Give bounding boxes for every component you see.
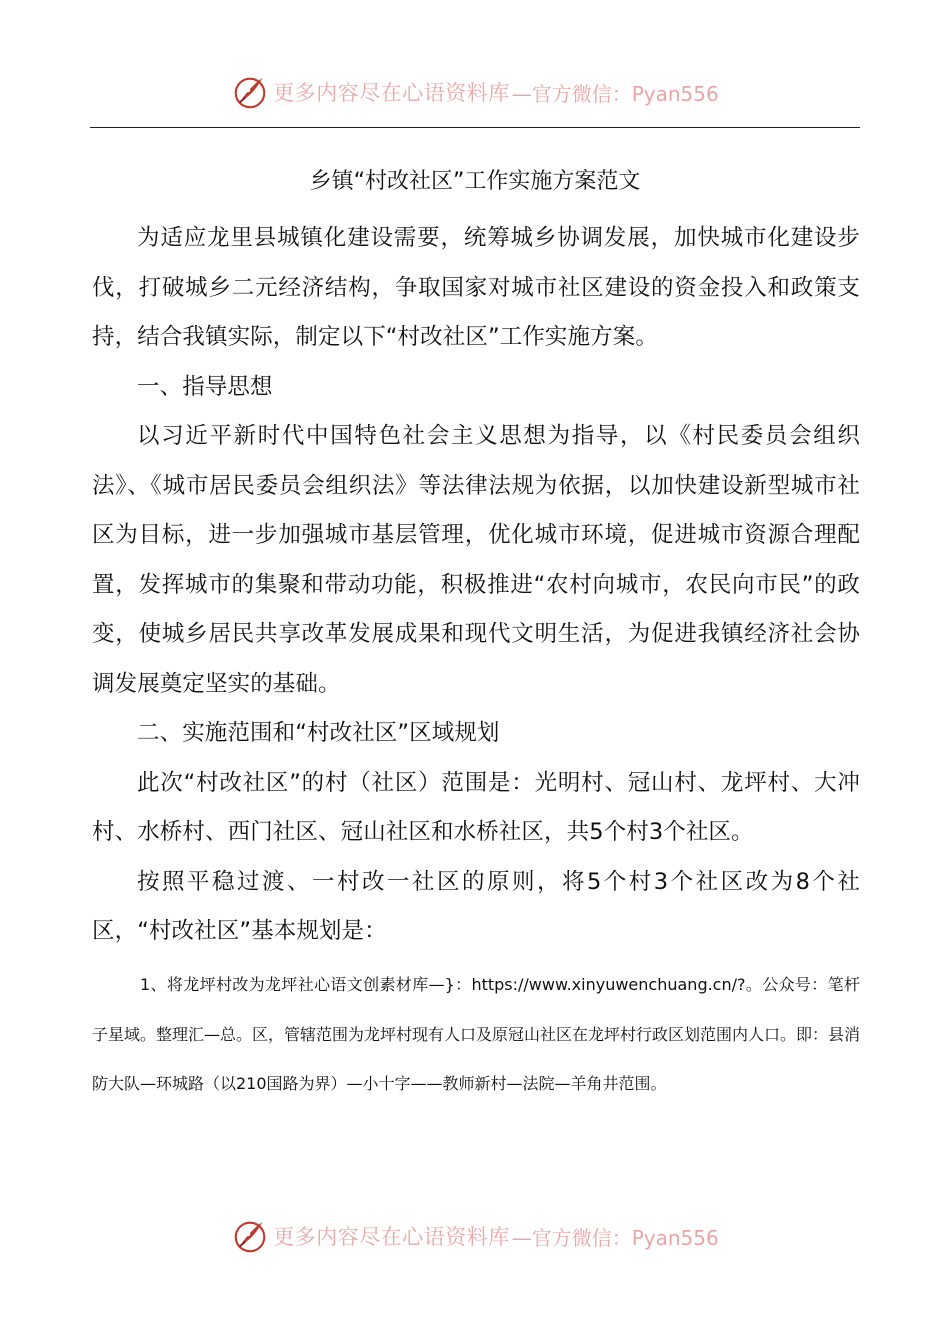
section-heading: 一、指导思想 bbox=[137, 373, 273, 400]
document-body bbox=[92, 214, 860, 957]
paragraph: 以习近平新时代中国特色社会主义思想为指导，以《村民委员会组织法》、《城市居民委员会组织法》等法律法规为依据，以加快建设新型城市社区为目标，进一步加强城市基层管理，优化城市环境，促进城市资源合理配置，发挥城市的集聚和带动功能，积极推进“农村向城市，农民向市民”的政变，使城乡居民共享改革发展成果和现代文明生活，为促进我镇经济社会协调发展奠定坚实的基础。 bbox=[92, 423, 860, 697]
watermark-brand-text: 更多内容尽在心语资料库 bbox=[273, 1225, 510, 1249]
footer-watermark-banner bbox=[0, 1216, 950, 1256]
document-title: 乡镇“村改社区”工作实施方案范文 bbox=[309, 169, 641, 194]
paragraph: 此次“村改社区”的村（社区）范围是：光明村、冠山村、龙坪村、大冲村、水桥村、西门社区、冠山社区和水桥社区，共5个村3个社区。 bbox=[92, 769, 860, 845]
document-small-section bbox=[92, 960, 860, 1109]
quill-pen-logo-icon bbox=[231, 1217, 269, 1255]
paragraph: 为适应龙里县城镇化建设需要，统筹城乡协调发展，加快城市化建设步伐，打破城乡二元经济结构，争取国家对城市社区建设的资金投入和政策支持，结合我镇实际，制定以下“村改社区”工作实施方案。 bbox=[92, 225, 860, 350]
paragraph: 按照平稳过渡、一村改一社区的原则，将5个村3个社区改为8个社区，“村改社区”基本规划是： bbox=[92, 868, 860, 944]
section-heading: 二、实施范围和“村改社区”区域规划 bbox=[137, 720, 500, 746]
watermark-wechat-text: —官方微信：Pyan556 bbox=[511, 1225, 719, 1250]
watermark-brand-text: 更多内容尽在心语资料库 bbox=[273, 81, 510, 105]
watermark-wechat-text: —官方微信：Pyan556 bbox=[511, 81, 719, 106]
quill-pen-logo-icon bbox=[231, 73, 269, 111]
paragraph-small: 1、将龙坪村改为龙坪社心语文创素材库—}：https://www.xinyuwenchuang.cn/?。公众号：笔杆子星域。整理汇—总。区，管辖范围为龙坪村现有人口及原冠山社区在龙坪村行政区划范围内人口。即：县消防大队—环城路（以210国路为界）—小十字——教师新村—法院—羊角井范围。 bbox=[92, 975, 861, 1093]
header-divider bbox=[90, 127, 860, 128]
header-watermark-banner bbox=[0, 72, 950, 112]
